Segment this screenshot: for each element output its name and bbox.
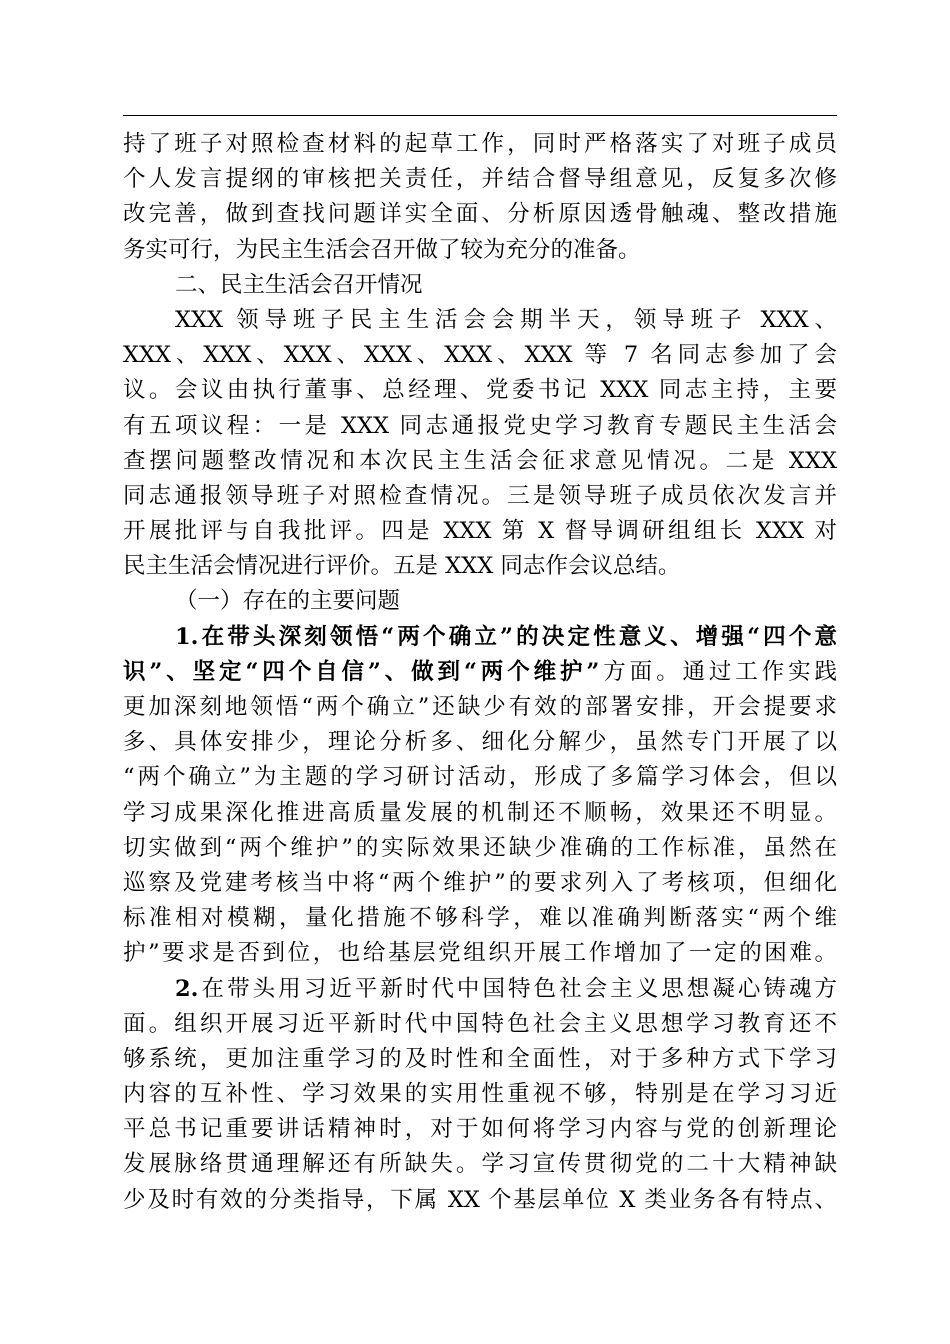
text-line: 同志通报领导班子对照检查情况。三是领导班子成员依次发言并 — [123, 482, 837, 509]
text-line: 个人发言提纲的审核把关责任，并结合督导组意见，反复多次修 — [123, 166, 837, 193]
text-line: 开展批评与自我批评。四是 XXX 第 X 督导调研组组长 XXX 对 — [123, 518, 837, 545]
item-1-heading-cont: 识”、坚定“四个自信”、做到“两个维护” — [123, 658, 600, 685]
item-2-heading-text: 在带头用习近平新时代中国特色社会主义思想凝心铸魂方 — [198, 975, 837, 1002]
text-line: 学习成果深化推进高质量发展的机制还不顺畅，效果还不明显。 — [123, 799, 837, 826]
text-line: 内容的互补性、学习效果的实用性重视不够，特别是在学习习近 — [123, 1081, 837, 1108]
item-2-number: 2. — [175, 975, 199, 1002]
item-2-heading — [123, 972, 837, 1007]
text-line: 民主生活会情况进行评价。五是 XXX 同志作会议总结。 — [123, 553, 681, 580]
text-line: 巡察及党建考核当中将“两个维护”的要求列入了考核项，但细化 — [123, 869, 837, 896]
subsection-heading: （一）存在的主要问题 — [175, 588, 401, 615]
text-line: 务实可行，为民主生活会召开做了较为充分的准备。 — [123, 236, 641, 263]
text-line: 查摆问题整改情况和本次民主生活会征求意见情况。二是 XXX — [123, 447, 837, 474]
text-line: 持了班子对照检查材料的起草工作，同时严格落实了对班子成员 — [123, 131, 837, 157]
text-line: 议。会议由执行董事、总经理、党委书记 XXX 同志主持，主要 — [123, 377, 837, 404]
document-body — [123, 127, 837, 1218]
text-line: 面。组织开展习近平新时代中国特色社会主义思想学习教育还不 — [123, 1010, 837, 1037]
text-line: 发展脉络贯通理解还有所缺失。学习宣传贯彻党的二十大精神缺 — [123, 1151, 837, 1178]
text-line: 多、具体安排少，理论分析多、细化分解少，虽然专门开展了以 — [123, 729, 837, 756]
text-line: 标准相对模糊，量化措施不够科学，难以准确判断落实“两个维 — [123, 905, 837, 932]
text-line: “两个确立”为主题的学习研讨活动，形成了多篇学习体会，但以 — [123, 764, 837, 791]
text-line: 有五项议程：一是 XXX 同志通报党史学习教育专题民主生活会 — [123, 412, 837, 439]
text-line: XXX、XXX、XXX、XXX、XXX、XXX 等 7 名同志参加了会 — [123, 342, 837, 369]
text-line: 少及时有效的分类指导，下属 XX 个基层单位 X 类业务各有特点、 — [123, 1186, 837, 1213]
text-line: 平总书记重要讲话精神时，对于如何将学习内容与党的创新理论 — [123, 1116, 837, 1143]
section-heading: 二、民主生活会召开情况 — [175, 271, 423, 298]
item-1-heading: 1.在带头深刻领悟“两个确立”的决定性意义、增强“四个意 — [175, 623, 837, 650]
text-line: XXX 领导班子民主生活会会期半天，领导班子 XXX、 — [175, 306, 837, 333]
item-1-tail: 方面。通过工作实践 — [599, 658, 837, 685]
text-line: 切实做到“两个维护”的实际效果还缺少准确的工作标准，虽然在 — [123, 834, 837, 861]
text-line: 更加深刻地领悟“两个确立”还缺少有效的部署安排，开会提要求 — [123, 694, 837, 720]
text-line — [123, 655, 837, 690]
text-line: 改完善，做到查找问题详实全面、分析原因透骨触魂、整改措施 — [123, 201, 837, 228]
header-rule — [123, 115, 837, 116]
text-line: 够系统，更加注重学习的及时性和全面性，对于多种方式下学习 — [123, 1045, 837, 1072]
text-line: 护”要求是否到位，也给基层党组织开展工作增加了一定的困难。 — [123, 940, 837, 967]
